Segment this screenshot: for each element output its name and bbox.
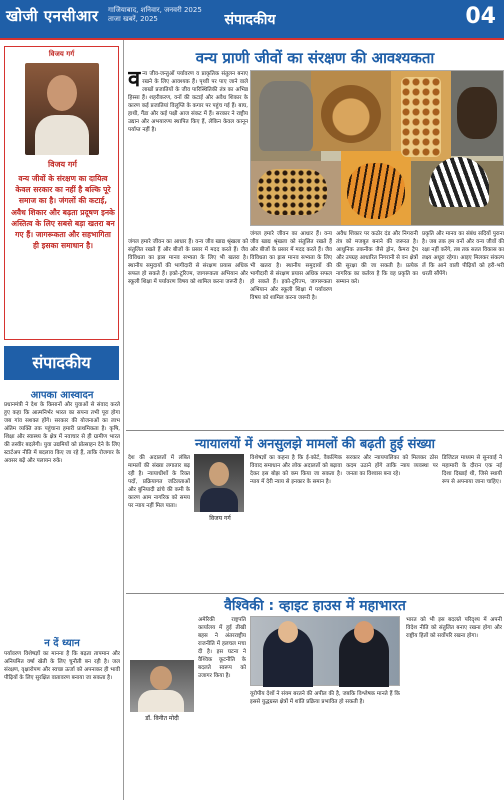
leaders-meeting-photo bbox=[250, 616, 400, 686]
author-quote: वन्य जीवों के संरक्षण का दायित्व केवल सरकार का नहीं है बल्कि पूरे समाज का है। जंगलों की कटाई, अवैध शिकार और बढ़ता प्रदूषण इनके अस्तित्व के लिए सबसे बड़ा खतरा बन गए हैं। जागरूकता और सहभागिता ही इसका समाधान है। bbox=[11, 174, 115, 251]
leopard-figure bbox=[257, 169, 327, 215]
elephant-figure bbox=[259, 81, 313, 151]
wildlife-collage-image bbox=[250, 70, 504, 226]
author-photo bbox=[25, 63, 99, 155]
date-line-1: गाजियाबाद, शनिवार, जनवरी 2025 bbox=[108, 6, 202, 14]
article-2-col-2: विशेषज्ञों का कहना है कि ई-कोर्ट, वैकल्पिक विवाद समाधान और लोक अदालतों को बढ़ावा देकर इस बोझ को कम किया जा सकता है। न्याय में देरी न्याय से इनकार के समान है। bbox=[250, 455, 342, 485]
tiger-figure bbox=[347, 163, 405, 219]
article-3-col-1: अमेरिकी राष्ट्रपति कार्यालय में हुई तीखी बहस ने अंतरराष्ट्रीय राजनीति में हलचल मचा दी है। इस घटना ने वैश्विक कूटनीति के बदलते स्वरूप को उजागर किया है। bbox=[198, 617, 246, 679]
article-3-col-2: यूरोपीय देशों ने संयम बरतने की अपील की है, जबकि विश्लेषक मानते हैं कि इससे युद्धग्रस्त क्षेत्रों में शांति प्रक्रिया प्रभावित हो सकती है। bbox=[250, 691, 400, 705]
divider bbox=[126, 430, 504, 431]
lead-column-1 bbox=[128, 70, 248, 234]
lead-column-3: अवैध शिकार पर कठोर दंड और निगरानी तंत्र को मजबूत बनाने की जरूरत है। आधुनिक तकनीक जैसे ड्रोन, कैमरा ट्रैप और उपग्रह आधारित निगरानी से वन क्षेत्रों की सुरक्षा की जा सकती है। प्रत्येक नागरिक का कर्तव्य है कि वह प्रकृति का सम्मान करे। bbox=[336, 231, 418, 285]
left-column bbox=[0, 40, 124, 800]
date-line-2: ताजा खबरें, 2025 bbox=[108, 15, 158, 23]
left-article-1-title: आपका आस्वादन bbox=[30, 390, 94, 401]
lead-column-1b: जंगल हमारे जीवन का आधार हैं। वन्य जीव खाद्य श्रृंखला को संतुलित रखते हैं और बीजों के प्रसार में मदद करते हैं। जैव विविधता का ह्रास मानव सभ्यता के लिए भी खतरा है। स्थानीय समुदायों की भागीदारी से संरक्षण प्रयास अधिक सफल हो सकते हैं। इको-टूरिज्म, जागरूकता अभियान और स्कूली शिक्षा में पर्यावरण विषय को शामिल करना जरूरी है। bbox=[128, 239, 248, 285]
left-article-2-title: न दें ध्यान bbox=[44, 638, 80, 649]
bear-figure bbox=[457, 87, 497, 139]
lead-column-2: जंगल हमारे जीवन का आधार हैं। वन्य जीव खाद्य श्रृंखला को संतुलित रखते हैं और बीजों के प्रसार में मदद करते हैं। जैव विविधता का ह्रास मानव सभ्यता के लिए भी खतरा है। स्थानीय समुदायों की भागीदारी से संरक्षण प्रयास अधिक सफल हो सकते हैं। इको-टूरिज्म, जागरूकता अभियान और स्कूली शिक्षा में पर्यावरण विषय को शामिल करना जरूरी है। bbox=[250, 231, 332, 301]
sampadakiya-banner: संपादकीय bbox=[4, 346, 119, 380]
lead-column-4: प्रकृति और मानव का संबंध सदियों पुराना है। जब तक हम वनों और वन्य जीवों की रक्षा नहीं करेंगे, तब तक सतत विकास का लक्ष्य अधूरा रहेगा। आइए मिलकर संकल्प लें कि आने वाली पीढ़ियों को हरी-भरी धरती सौंपेंगे। bbox=[422, 231, 504, 277]
divider bbox=[126, 593, 504, 594]
article-3-headline: वैश्विकी : व्हाइट हाउस में महाभारत bbox=[224, 598, 406, 614]
newspaper-logo: खोजी एनसीआर bbox=[6, 7, 99, 25]
author-caption-3: डॉ. विनीत मोदी bbox=[145, 715, 179, 722]
leader-figure-right bbox=[339, 627, 389, 687]
leader-figure-left bbox=[263, 627, 313, 687]
lead-column-1-text: न्य जीव-जन्तुओं पर्यावरण व प्राकृतिक संतुलन बनाए रखने के लिए आवश्यक हैं। पृथ्वी पर पाए जाने वाले लाखों प्रजातियों के जीव पारिस्थितिकी तंत्र का अभिन्न हिस्सा हैं। शहरीकरण, वनों की कटाई और अवैध शिकार के कारण कई प्रजातियां विलुप्ति के कगार पर पहुंच गई हैं। बाघ, हाथी, गैंडा और कई पक्षी आज संकट में हैं। सरकार ने राष्ट्रीय उद्यान और अभयारण्य स्थापित किए हैं, लेकिन केवल कानून पर्याप्त नहीं है। bbox=[128, 71, 248, 133]
article-3-col-3: भारत को भी इस बदलते परिदृश्य में अपनी विदेश नीति को संतुलित बनाए रखना होगा और राष्ट्रीय हितों को सर्वोपरि रखना होगा। bbox=[406, 617, 502, 639]
article-2-col-3: सरकार और न्यायपालिका को मिलकर ठोस कदम उठाने होंगे ताकि न्याय व्यवस्था पर जनता का विश्वास बना रहे। bbox=[346, 455, 438, 477]
author-caption-2: विजय गर्ग bbox=[209, 515, 231, 522]
drop-cap: व bbox=[128, 70, 141, 92]
author-photo-2 bbox=[194, 454, 244, 512]
lead-lower-columns bbox=[250, 230, 504, 420]
author-name: विजय गर्ग bbox=[48, 160, 77, 169]
article-2-col-4: डिजिटल माध्यम से सुनवाई ने महामारी के दौरान एक नई दिशा दिखाई थी, जिसे स्थायी रूप से अपनाया जाना चाहिए। bbox=[442, 455, 502, 485]
masthead bbox=[0, 0, 504, 40]
author-box bbox=[4, 46, 119, 340]
page-number: 04 bbox=[465, 4, 496, 29]
main-area bbox=[126, 40, 504, 800]
article-2-col-1: देश की अदालतों में लंबित मामलों की संख्या लगातार बढ़ रही है। न्यायाधीशों के रिक्त पदों, प्रक्रियागत जटिलताओं और बुनियादी ढांचे की कमी के कारण आम नागरिक को समय पर न्याय नहीं मिल पाता। bbox=[128, 455, 190, 509]
left-article-1-body: प्रधानमंत्री ने देश के किसानों और युवाओं से संवाद करते हुए कहा कि आत्मनिर्भर भारत का सपना तभी पूरा होगा जब गांव सशक्त होंगे। सरकार की योजनाओं का लाभ अंतिम व्यक्ति तक पहुंचाना हमारी प्राथमिकता है। कृषि, शिक्षा और स्वास्थ्य के क्षेत्र में नवाचार से ही ग्रामीण भारत की तस्वीर बदलेगी। युवा उद्यमियों को प्रोत्साहन देने के लिए स्टार्टअप नीति में बदलाव किए जा रहे हैं, ताकि रोजगार के अवसर बढ़ें और पलायन रुके। bbox=[4, 402, 120, 464]
author-box-title: विजय गर्ग bbox=[48, 50, 75, 58]
left-article-2-body: पर्यावरण विशेषज्ञों का मानना है कि बढ़ता तापमान और अनियमित वर्षा खेती के लिए चुनौती बन रही है। जल संरक्षण, वृक्षारोपण और स्वच्छ ऊर्जा को अपनाकर ही भावी पीढ़ियों के लिए सुरक्षित वातावरण बनाया जा सकता है। bbox=[4, 651, 120, 681]
lion-figure bbox=[321, 85, 381, 143]
giraffe-figure bbox=[401, 77, 441, 157]
section-title: संपादकीय bbox=[224, 12, 276, 28]
author-photo-3 bbox=[130, 660, 194, 712]
article-2-headline: न्यायालयों में अनसुलझे मामलों की बढ़ती हुई संख्या bbox=[195, 437, 435, 452]
lead-headline: वन्य प्राणी जीवों का संरक्षण की आवश्यकता bbox=[195, 49, 435, 67]
